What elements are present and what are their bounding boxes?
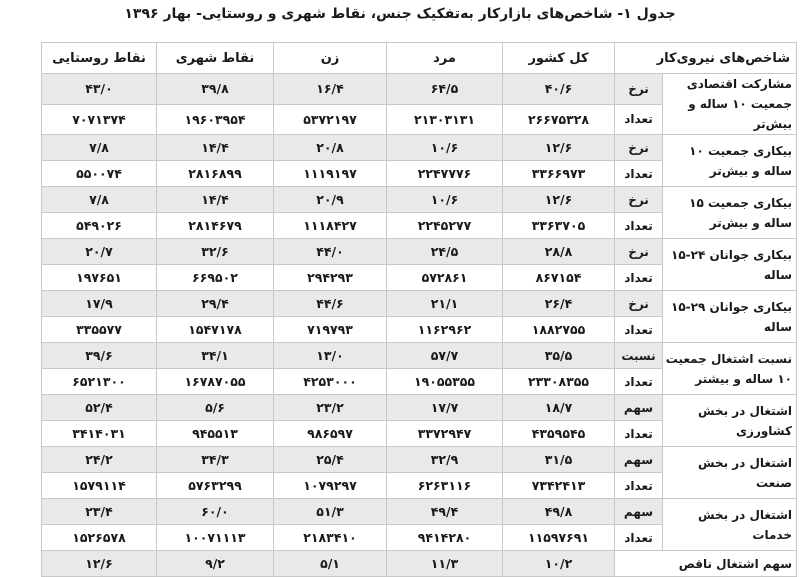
value-cell: ۳۳۷۲۹۴۷ [387,421,503,447]
table-row [42,187,797,213]
value-cell: ۱۹۷۶۵۱ [42,265,157,291]
value-cell: ۴۴/۶ [274,291,387,317]
value-cell: ۲۹۴۲۹۳ [274,265,387,291]
value-cell: ۷۱۹۷۹۳ [274,317,387,343]
value-cell: ۲۰/۷ [42,239,157,265]
value-cell: ۳۳۵۵۷۷ [42,317,157,343]
unit-cell: نسبت [615,343,663,369]
value-cell: ۶۰/۰ [157,499,274,525]
value-cell: ۳۴/۱ [157,343,274,369]
value-cell: ۲۳/۴ [42,499,157,525]
value-cell: ۱۰۷۹۲۹۷ [274,473,387,499]
unit-cell: سهم [615,447,663,473]
value-cell: ۳۱/۵ [503,447,615,473]
indicator-label: بیکاری جمعیت ۱۵ ساله و بیش‌تر [663,187,797,239]
value-cell: ۱۲/۶ [503,135,615,161]
table-row [42,499,797,525]
value-cell: ۷۰۷۱۳۷۴ [42,104,157,135]
value-cell: ۴۲۵۳۰۰۰ [274,369,387,395]
value-cell: ۵۴۹۰۲۶ [42,213,157,239]
value-cell: ۳۹/۸ [157,74,274,105]
header-row [42,43,797,74]
value-cell: ۵۷۲۸۶۱ [387,265,503,291]
value-cell: ۱۰/۶ [387,187,503,213]
labor-market-table [41,42,797,577]
value-cell: ۲۱۳۰۳۱۳۱ [387,104,503,135]
indicator-label: اشتغال در بخش کشاورزی [663,395,797,447]
value-cell: ۱۹۶۰۳۹۵۴ [157,104,274,135]
unit-cell: تعداد [615,525,663,551]
value-cell: ۳۳۶۶۹۷۳ [503,161,615,187]
value-cell: ۵۵۰۰۷۴ [42,161,157,187]
value-cell: ۵/۶ [157,395,274,421]
value-cell: ۷/۸ [42,135,157,161]
value-cell: ۲۱۸۳۴۱۰ [274,525,387,551]
value-cell: ۸۶۷۱۵۴ [503,265,615,291]
value-cell: ۶۲۶۳۱۱۶ [387,473,503,499]
indicator-label: اشتغال در بخش صنعت [663,447,797,499]
value-cell: ۳۲/۶ [157,239,274,265]
value-cell: ۱۴/۴ [157,135,274,161]
value-cell: ۵۷/۷ [387,343,503,369]
value-cell: ۶۴/۵ [387,74,503,105]
header-male: مرد [387,43,503,74]
indicator-label: نسبت اشتغال جمعیت ۱۰ ساله و بیشتر [663,343,797,395]
value-cell: ۳۹/۶ [42,343,157,369]
unit-cell: تعداد [615,213,663,239]
table-row [42,291,797,317]
value-cell: ۱۷/۹ [42,291,157,317]
value-cell: ۱۶/۴ [274,74,387,105]
value-cell: ۱۷/۷ [387,395,503,421]
value-cell: ۴۳۵۹۵۴۵ [503,421,615,447]
value-cell: ۱۶۷۸۷۰۵۵ [157,369,274,395]
value-cell: ۲۶/۴ [503,291,615,317]
value-cell: ۲۴/۲ [42,447,157,473]
value-cell: ۹۴۵۵۱۳ [157,421,274,447]
indicator-label: مشارکت اقتصادی جمعیت ۱۰ ساله و بیش‌تر [663,74,797,135]
value-cell: ۴۹/۴ [387,499,503,525]
value-cell: ۳۴/۳ [157,447,274,473]
unit-cell: تعداد [615,317,663,343]
value-cell: ۴۰/۶ [503,74,615,105]
value-cell: ۹۴۱۴۲۸۰ [387,525,503,551]
value-cell: ۲۰/۸ [274,135,387,161]
table-row [42,395,797,421]
value-cell: ۱۳/۰ [274,343,387,369]
unit-cell: تعداد [615,421,663,447]
value-cell: ۲۵/۴ [274,447,387,473]
value-cell: ۲۳/۲ [274,395,387,421]
table-row [42,343,797,369]
value-cell: ۱۰۰۷۱۱۱۳ [157,525,274,551]
value-cell: ۱۸/۷ [503,395,615,421]
value-cell: ۱۱۱۹۱۹۷ [274,161,387,187]
header-urban: نقاط شهری [157,43,274,74]
unit-cell: تعداد [615,473,663,499]
table-row [42,447,797,473]
value-cell: ۷۳۴۲۴۱۳ [503,473,615,499]
value-cell: ۱۲/۶ [42,551,157,577]
value-cell: ۲۹/۴ [157,291,274,317]
value-cell: ۲۸۱۶۸۹۹ [157,161,274,187]
value-cell: ۲۳۳۰۸۳۵۵ [503,369,615,395]
unit-cell: تعداد [615,161,663,187]
value-cell: ۲۱/۱ [387,291,503,317]
unit-cell: سهم [615,395,663,421]
value-cell: ۱۰/۲ [503,551,615,577]
table-body [42,74,797,577]
value-cell: ۱۲/۶ [503,187,615,213]
value-cell: ۳۲/۹ [387,447,503,473]
unit-cell: نرخ [615,74,663,105]
table-title: جدول ۱- شاخص‌های بازارکار به‌تفکیک جنس، نقاط شهری و روستایی- بهار ۱۳۹۶ [124,6,676,22]
unit-cell: تعداد [615,104,663,135]
value-cell: ۵۳۷۲۱۹۷ [274,104,387,135]
value-cell: ۱۱/۳ [387,551,503,577]
value-cell: ۲۶۶۷۵۳۲۸ [503,104,615,135]
value-cell: ۲۰/۹ [274,187,387,213]
value-cell: ۱۱۱۸۴۲۷ [274,213,387,239]
value-cell: ۵۷۶۳۲۹۹ [157,473,274,499]
value-cell: ۲۴/۵ [387,239,503,265]
indicator-label: سهم اشتغال ناقص [615,551,797,577]
header-indicator: شاخص‌های نیروی‌کار [615,43,797,74]
value-cell: ۷/۸ [42,187,157,213]
header-female: زن [274,43,387,74]
header-rural: نقاط روستایی [42,43,157,74]
value-cell: ۳۵/۵ [503,343,615,369]
table-row [42,74,797,105]
unit-cell: سهم [615,499,663,525]
value-cell: ۱۸۸۲۷۵۵ [503,317,615,343]
value-cell: ۱۱۵۹۷۶۹۱ [503,525,615,551]
value-cell: ۶۶۹۵۰۲ [157,265,274,291]
value-cell: ۱۵۴۷۱۷۸ [157,317,274,343]
table-row [42,239,797,265]
unit-cell: تعداد [615,369,663,395]
value-cell: ۵۱/۳ [274,499,387,525]
indicator-label: اشتغال در بخش خدمات [663,499,797,551]
value-cell: ۹۸۶۵۹۷ [274,421,387,447]
value-cell: ۴۳/۰ [42,74,157,105]
unit-cell: نرخ [615,291,663,317]
unit-cell: نرخ [615,239,663,265]
value-cell: ۲۲۴۵۲۷۷ [387,213,503,239]
value-cell: ۱۴/۴ [157,187,274,213]
table-row [42,551,797,577]
value-cell: ۵۲/۴ [42,395,157,421]
value-cell: ۲۸۱۴۶۷۹ [157,213,274,239]
value-cell: ۴۹/۸ [503,499,615,525]
unit-cell: نرخ [615,187,663,213]
unit-cell: نرخ [615,135,663,161]
value-cell: ۱۵۷۹۱۱۴ [42,473,157,499]
indicator-label: بیکاری جوانان ۲۴-۱۵ ساله [663,239,797,291]
value-cell: ۵/۱ [274,551,387,577]
value-cell: ۹/۲ [157,551,274,577]
value-cell: ۲۲۴۷۷۷۶ [387,161,503,187]
indicator-label: بیکاری جوانان ۲۹-۱۵ ساله [663,291,797,343]
value-cell: ۱۵۲۶۵۷۸ [42,525,157,551]
value-cell: ۶۵۲۱۳۰۰ [42,369,157,395]
table-row [42,135,797,161]
value-cell: ۲۸/۸ [503,239,615,265]
unit-cell: تعداد [615,265,663,291]
value-cell: ۱۰/۶ [387,135,503,161]
value-cell: ۴۴/۰ [274,239,387,265]
value-cell: ۳۳۶۳۷۰۵ [503,213,615,239]
value-cell: ۱۹۰۵۵۳۵۵ [387,369,503,395]
value-cell: ۳۴۱۴۰۳۱ [42,421,157,447]
header-total: کل کشور [503,43,615,74]
value-cell: ۱۱۶۲۹۶۲ [387,317,503,343]
indicator-label: بیکاری جمعیت ۱۰ ساله و بیش‌تر [663,135,797,187]
